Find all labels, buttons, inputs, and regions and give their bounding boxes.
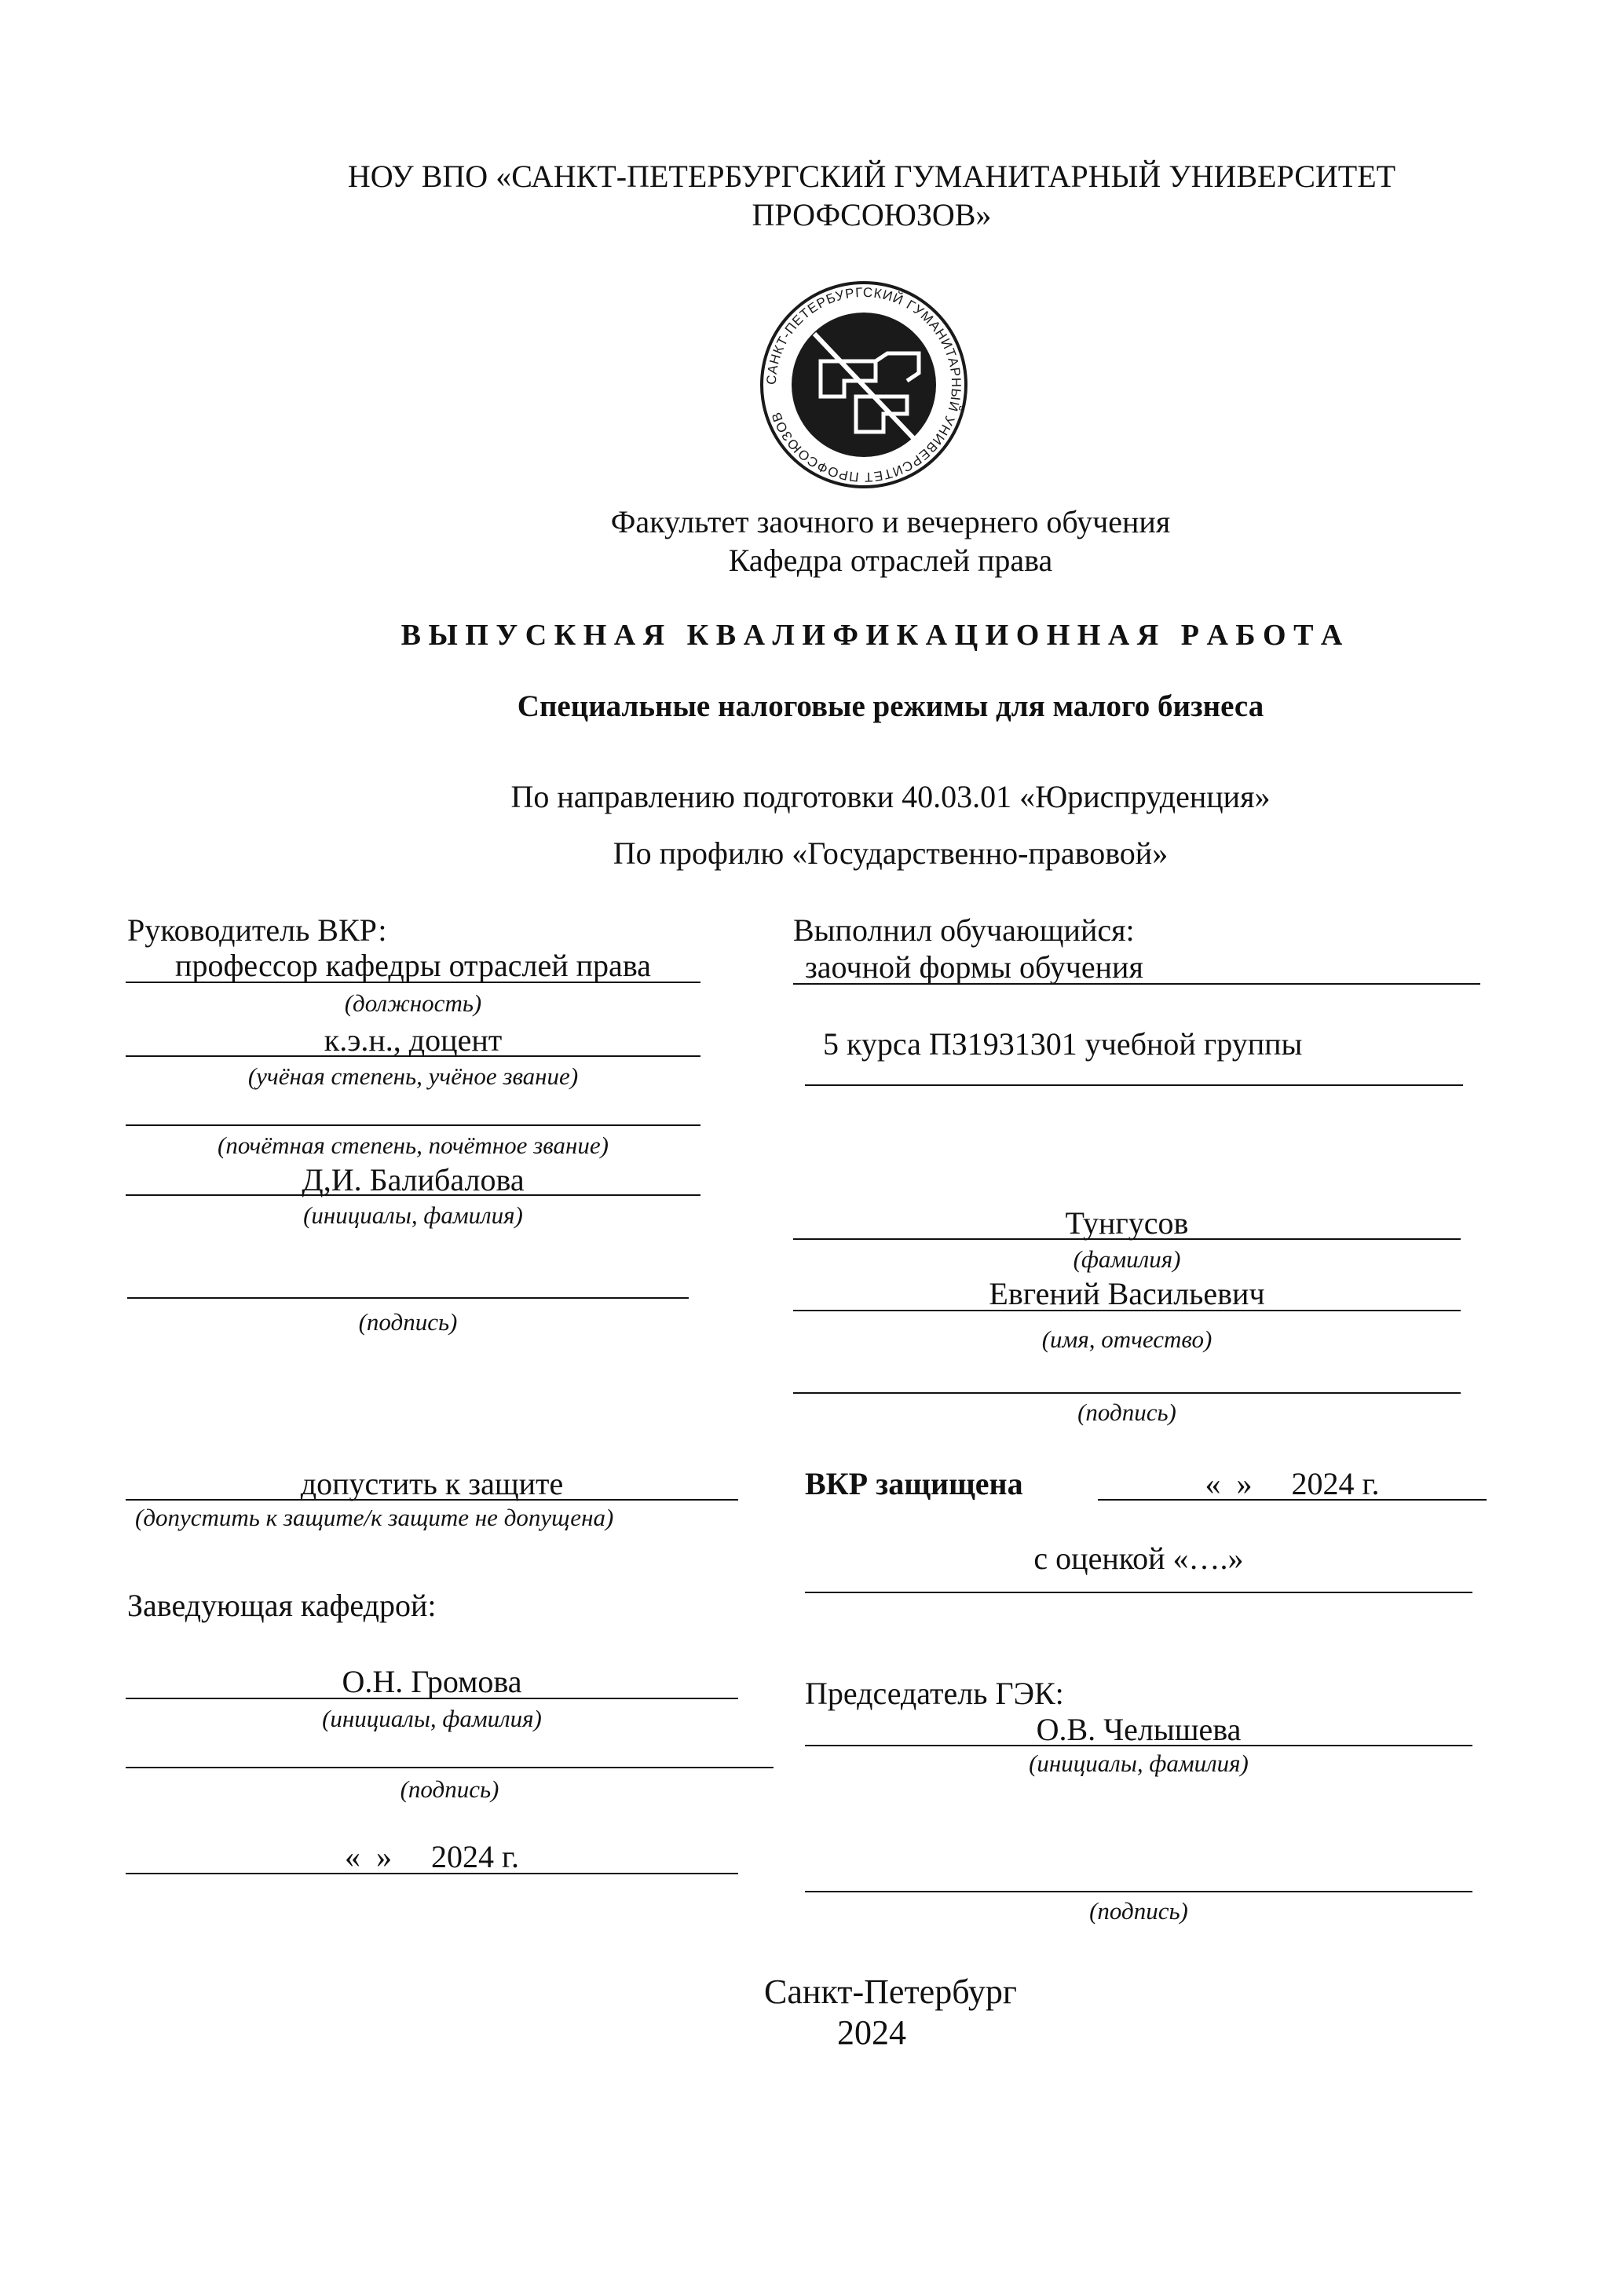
thesis-topic: Специальные налоговые режимы для малого бизнеса bbox=[517, 689, 1264, 723]
department-name: Кафедра отраслей права bbox=[728, 543, 1053, 578]
study-direction: По направлению подготовки 40.03.01 «Юриспруденция» bbox=[510, 779, 1271, 814]
supervisor-name-caption: (инициалы, фамилия) bbox=[303, 1201, 523, 1229]
university-name-line1: НОУ ВПО «САНКТ-ПЕТЕРБУРГСКИЙ ГУМАНИТАРНЫЙ УНИВЕРСИТЕТ bbox=[347, 159, 1396, 194]
supervisor-degree: к.э.н., доцент bbox=[324, 1022, 503, 1058]
defense-date: « » 2024 г. bbox=[1205, 1466, 1380, 1501]
student-surname-caption: (фамилия) bbox=[1073, 1245, 1181, 1273]
student-group-line bbox=[805, 1084, 1463, 1086]
supervisor-name: Д,И. Балибалова bbox=[302, 1162, 525, 1197]
student-given-names-line bbox=[793, 1310, 1461, 1311]
department-head-signature-line bbox=[126, 1767, 774, 1768]
seal-ring-text: САНКТ-ПЕТЕРБУРГСКИЙ ГУМАНИТАРНЫЙ УНИВЕРСИТЕТ ПРОФСОЮЗОВ bbox=[763, 284, 964, 485]
department-head-name-line bbox=[126, 1698, 738, 1699]
commission-chair-heading: Председатель ГЭК: bbox=[805, 1676, 1064, 1711]
admission-date-line bbox=[126, 1873, 738, 1874]
student-surname: Тунгусов bbox=[1065, 1205, 1189, 1241]
student-signature-line bbox=[793, 1392, 1461, 1394]
student-form: заочной формы обучения bbox=[805, 949, 1143, 985]
commission-chair-signature-line bbox=[805, 1891, 1472, 1892]
footer-year: 2024 bbox=[837, 2013, 906, 2052]
commission-chair-signature-caption: (подпись) bbox=[1089, 1897, 1188, 1925]
defended-label: ВКР защищена bbox=[805, 1466, 1023, 1501]
department-head-heading: Заведующая кафедрой: bbox=[127, 1588, 437, 1623]
student-heading: Выполнил обучающийся: bbox=[793, 912, 1135, 948]
university-seal-logo bbox=[758, 279, 970, 491]
supervisor-position: профессор кафедры отраслей права bbox=[175, 948, 651, 983]
supervisor-honorary-caption: (почётная степень, почётное звание) bbox=[218, 1132, 609, 1159]
department-head-name: О.Н. Громова bbox=[342, 1664, 522, 1699]
defense-date-line bbox=[1098, 1499, 1487, 1501]
supervisor-honorary-line bbox=[126, 1124, 700, 1126]
admission-date: « » 2024 г. bbox=[345, 1839, 519, 1874]
supervisor-signature-line bbox=[127, 1297, 689, 1299]
study-profile: По профилю «Государственно-правовой» bbox=[613, 835, 1169, 871]
supervisor-position-line bbox=[126, 982, 700, 983]
supervisor-degree-line bbox=[126, 1055, 700, 1057]
admission-decision-line bbox=[126, 1499, 738, 1501]
faculty-name: Факультет заочного и вечернего обучения bbox=[610, 504, 1171, 539]
supervisor-name-line bbox=[126, 1194, 700, 1196]
supervisor-signature-caption: (подпись) bbox=[358, 1308, 458, 1336]
supervisor-degree-caption: (учёная степень, учёное звание) bbox=[247, 1062, 579, 1090]
defense-grade-line bbox=[805, 1592, 1472, 1593]
university-name-line2: ПРОФСОЮЗОВ» bbox=[752, 197, 992, 232]
student-form-line bbox=[793, 983, 1480, 985]
commission-chair-name-line bbox=[805, 1745, 1472, 1746]
student-surname-line bbox=[793, 1238, 1461, 1240]
department-head-signature-caption: (подпись) bbox=[400, 1775, 499, 1803]
supervisor-heading: Руководитель ВКР: bbox=[127, 912, 387, 948]
defense-grade: с оценкой «….» bbox=[1033, 1541, 1244, 1576]
student-group: 5 курса ПЗ1931301 учебной группы bbox=[823, 1026, 1303, 1062]
student-given-names-caption: (имя, отчество) bbox=[1041, 1325, 1213, 1353]
admission-decision-caption: (допустить к защите/к защите не допущена) bbox=[135, 1504, 614, 1531]
commission-chair-name-caption: (инициалы, фамилия) bbox=[1029, 1749, 1249, 1777]
admission-decision: допустить к защите bbox=[300, 1466, 564, 1501]
student-given-names: Евгений Васильевич bbox=[989, 1276, 1265, 1311]
department-head-name-caption: (инициалы, фамилия) bbox=[322, 1705, 542, 1732]
student-signature-caption: (подпись) bbox=[1077, 1398, 1176, 1426]
supervisor-position-caption: (должность) bbox=[344, 989, 482, 1017]
work-type-title: В Ы П У С К Н А Я К В А Л И Ф И К А Ц И О Н Н А Я Р А Б О Т А bbox=[401, 619, 1343, 652]
commission-chair-name: О.В. Челышева bbox=[1036, 1712, 1242, 1747]
footer-city: Санкт-Петербург bbox=[764, 1972, 1017, 2011]
